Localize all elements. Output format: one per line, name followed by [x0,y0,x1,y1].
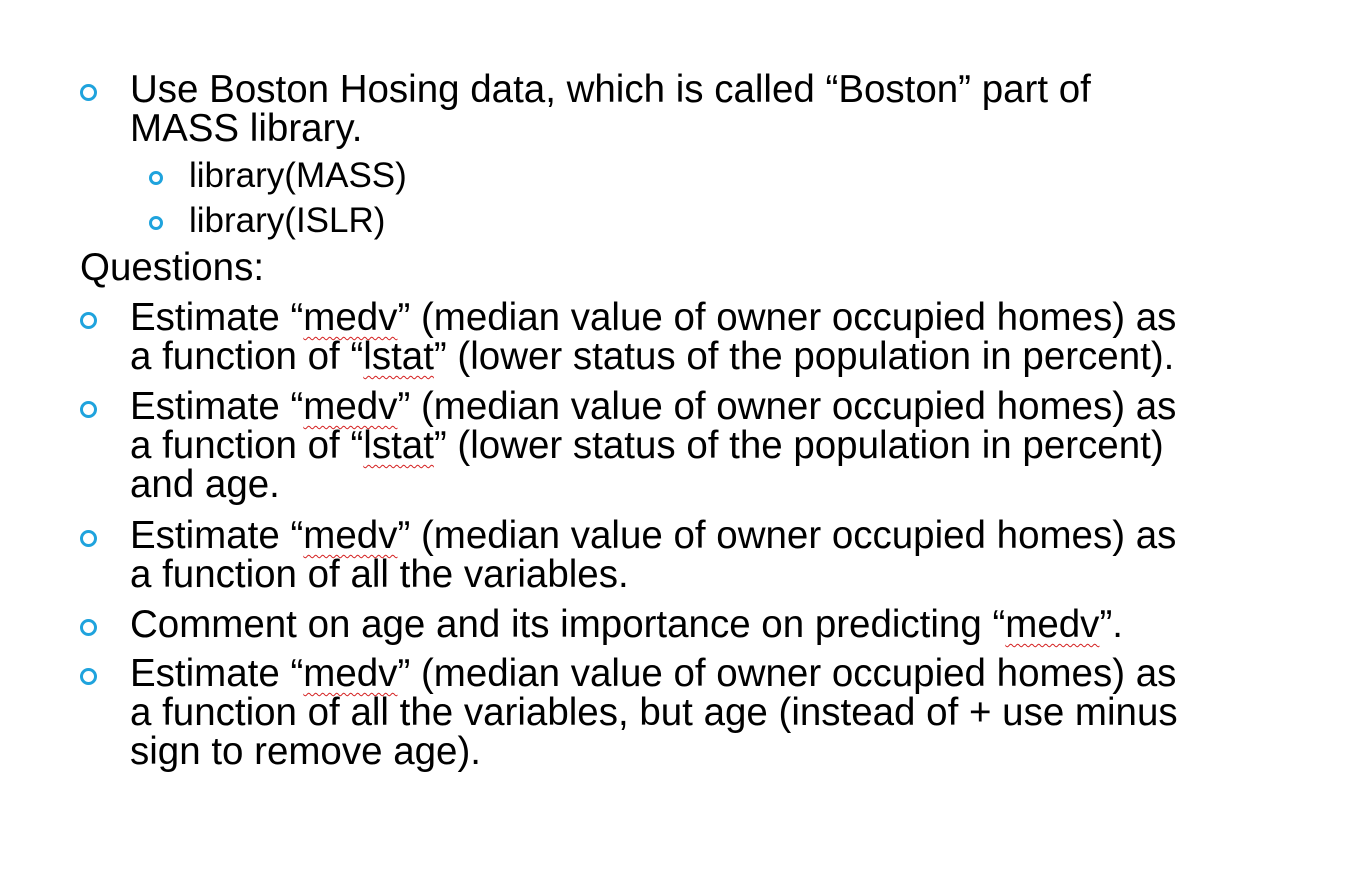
sub-item-label: library(ISLR) [189,201,386,240]
text-span: ” (median value of owner occupied homes) as [397,296,1177,339]
text-span: ” (lower status of the population in percent) [433,424,1164,467]
spellcheck-word: lstat [363,335,434,378]
question-5-text [130,654,1330,771]
sub-item-label: library(MASS) [189,156,407,195]
bullet-icon [80,84,97,101]
text-span: Estimate “ [130,385,304,428]
question-2-text [130,387,1330,504]
spellcheck-word: medv [303,296,398,339]
text-span: ” (median value of owner occupied homes) as [397,385,1177,428]
spellcheck-word: medv [303,652,398,695]
text-span: Comment on age and its importance on predicting “ [130,603,1006,646]
text-span: a function of “ [130,335,364,378]
spellcheck-word: medv [303,385,398,428]
bullet-icon [80,530,97,547]
text-span: ” (lower status of the population in percent). [433,335,1175,378]
intro-line-1: Use Boston Hosing data, which is called “Boston” part of [130,68,1091,111]
text-span: a function of all the variables. [130,553,629,596]
text-span: a function of “ [130,424,364,467]
text-span: ”. [1099,603,1123,646]
question-3-text [130,516,1330,594]
text-span: ” (median value of owner occupied homes) as [397,652,1177,695]
text-span: ” (median value of owner occupied homes) as [397,514,1177,557]
spellcheck-word: lstat [363,424,434,467]
spellcheck-word: medv [303,514,398,557]
text-span: sign to remove age). [130,730,481,773]
bullet-icon [149,216,163,230]
intro-line-2: MASS library. [130,107,363,150]
bullet-icon [80,619,97,636]
bullet-icon [80,668,97,685]
text-span: Estimate “ [130,652,304,695]
text-span: and age. [130,463,280,506]
spellcheck-word: medv [1005,603,1100,646]
question-4-text [130,605,1330,644]
bullet-icon [149,171,163,185]
question-1-text [130,298,1330,376]
text-span: Estimate “ [130,514,304,557]
text-span: a function of all the variables, but age (instead of + use minus [130,691,1178,734]
questions-heading: Questions: [80,246,265,289]
text-span: Estimate “ [130,296,304,339]
intro-text [130,70,1330,148]
bullet-icon [80,312,97,329]
bullet-icon [80,401,97,418]
